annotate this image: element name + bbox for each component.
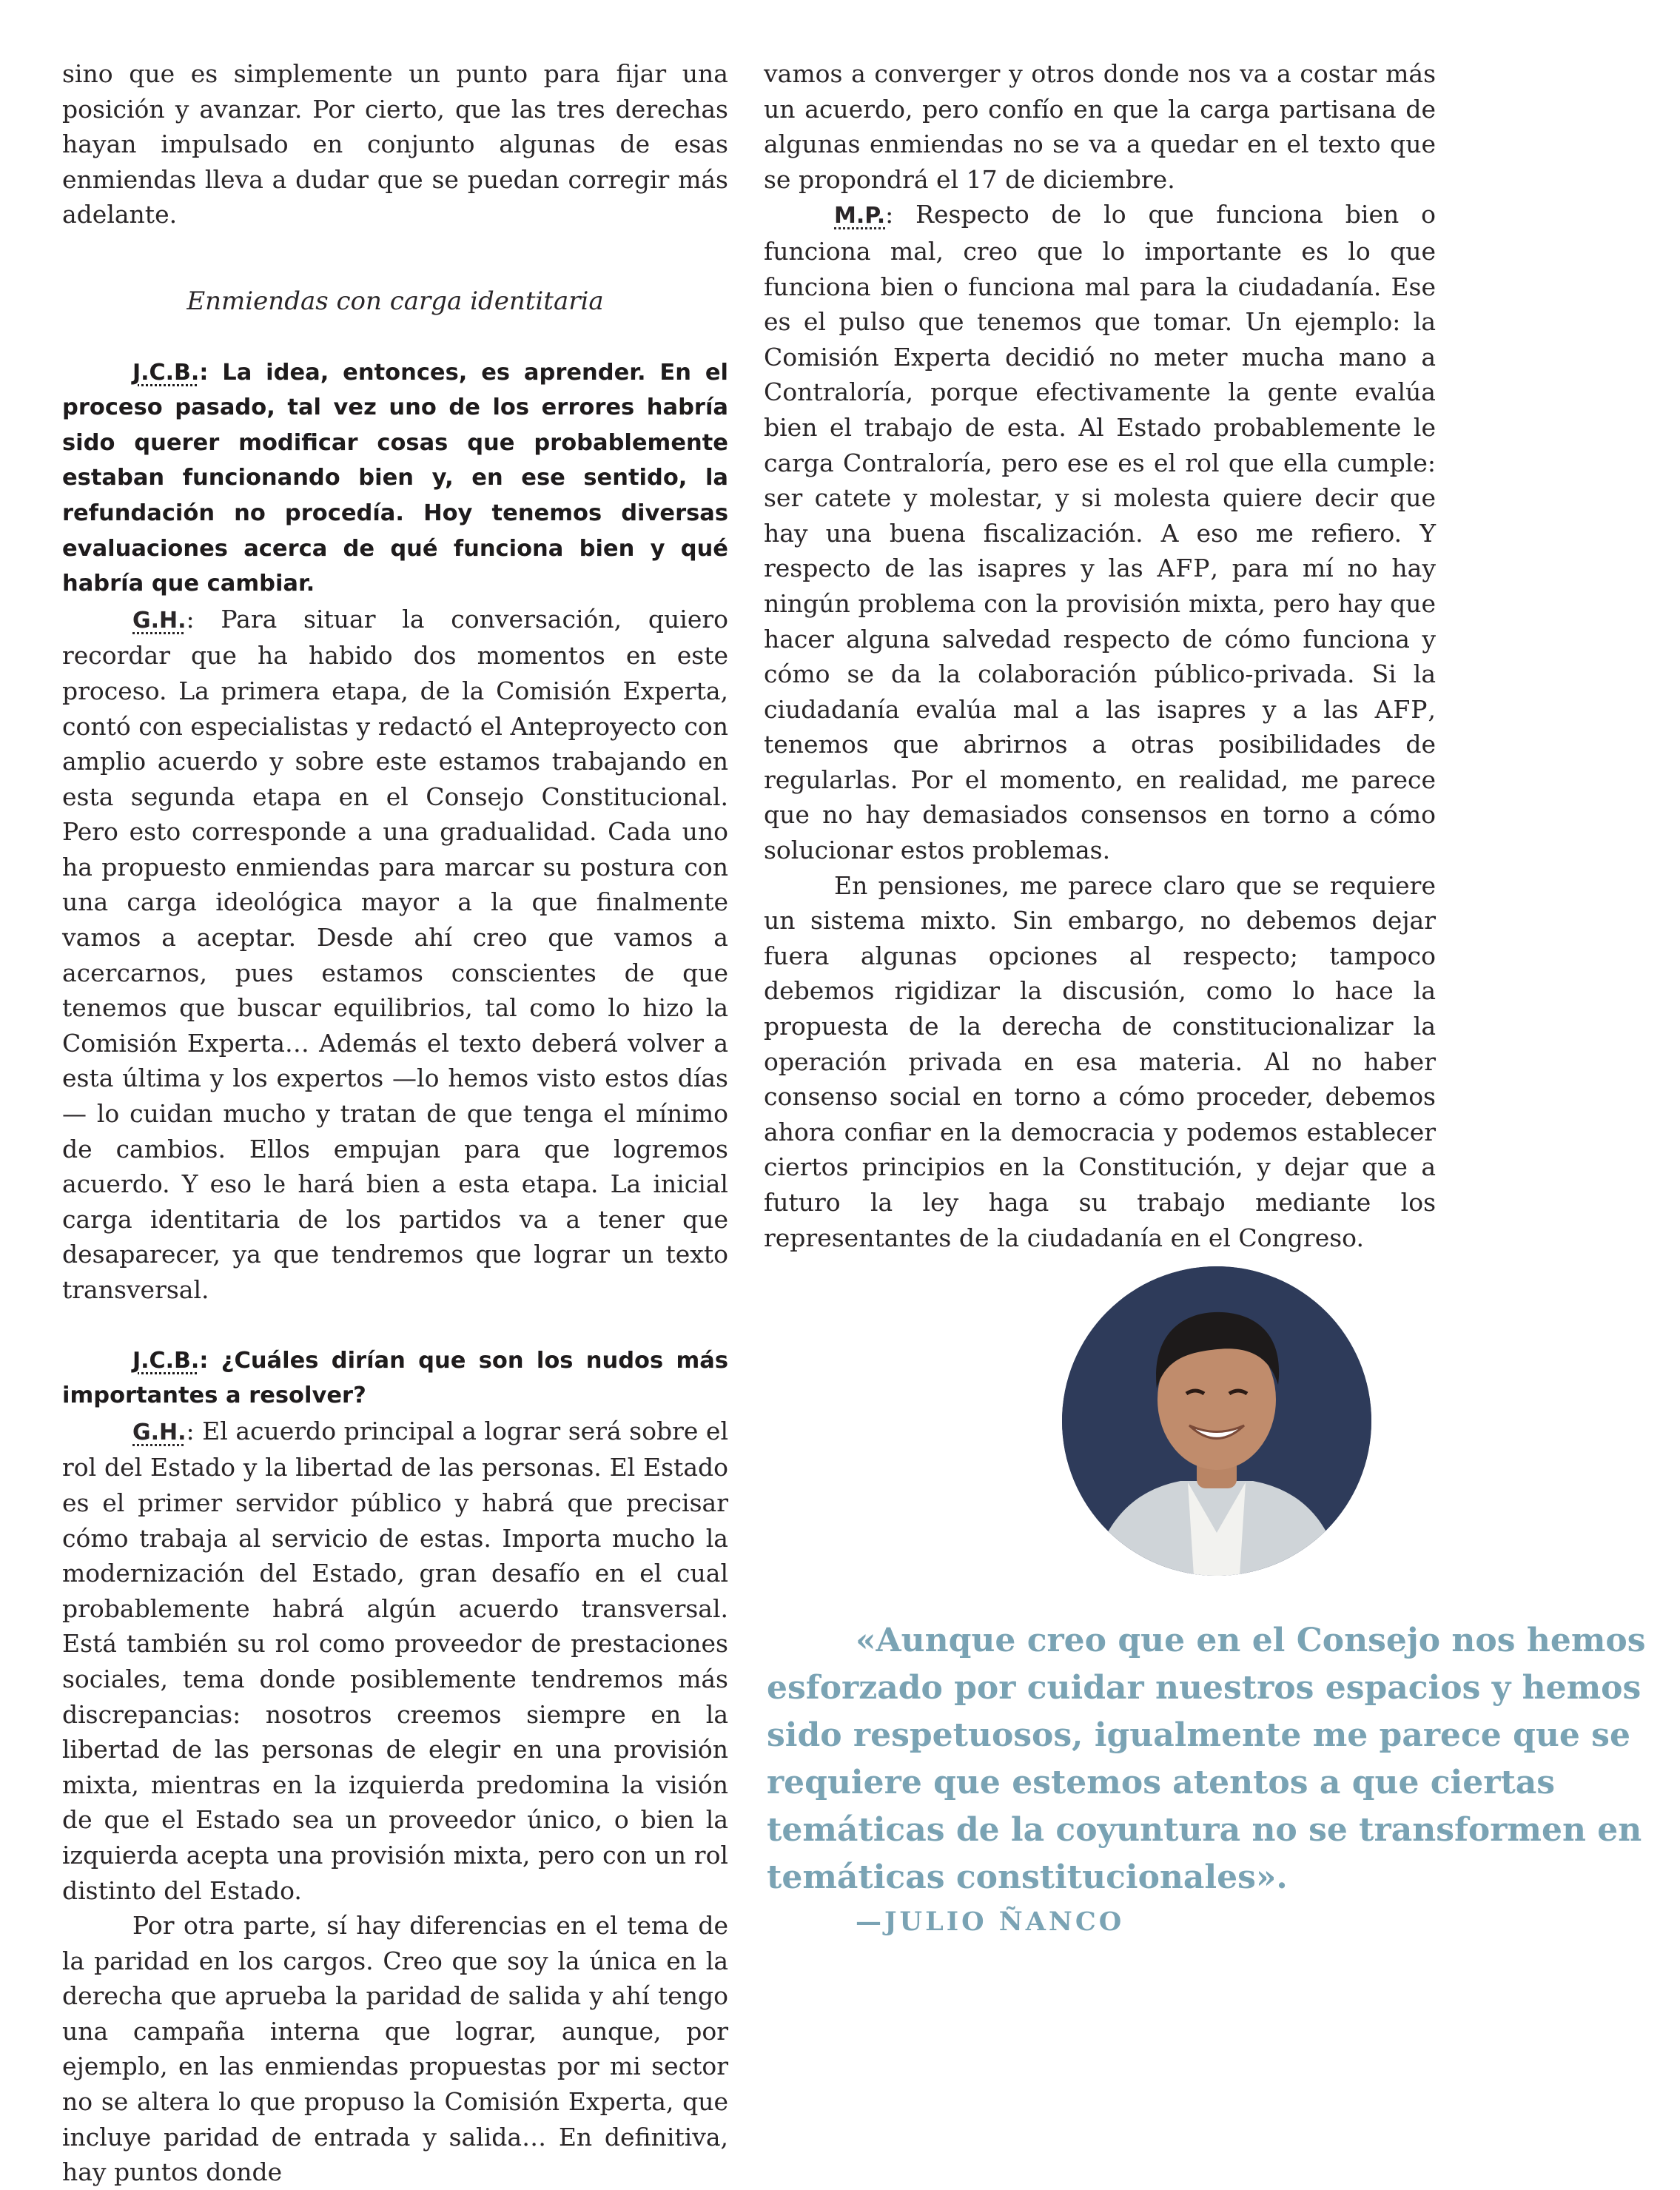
paragraph: En pensiones, me parece claro que se requiere un sistema mixto. Sin embargo, no debemos dejar fuera algunas opciones al respecto; tampoco debemos rigidizar la discusión, como lo hace la propuesta de la derecha de constitucionalizar la operación privada en esa materia. Al no haber consenso social en torno a cómo proceder, debemos ahora confiar en la democracia y podemos establecer ciertos principios en la Constitución, y dejar que a futuro la ley haga su trabajo mediante los representantes de la ciudadanía en el Congreso.	[764, 870, 1436, 1252]
right-column	[764, 56, 1436, 1255]
speaker-label: M.P.	[834, 203, 886, 229]
acronym: AFP	[1157, 554, 1211, 583]
speaker-label: J.C.B.	[132, 1347, 200, 1374]
answer-paragraph	[62, 1414, 728, 1908]
speaker-label: J.C.B.	[132, 359, 200, 386]
answer-text: : Respecto de lo que funciona bien o funciona mal, creo que lo importante es lo que funciona bien o funciona mal para la ciudadanía. Ese es el pulso que tenemos que tomar. Un ejemplo: la Comisión Experta decidió no meter mucha mano a Contraloría, porque efectivamente la gente evalúa bien el trabajo de esta. Al Estado probablemente le carga Contraloría, pero ese es el rol que ella cumple: ser catete y molestar, y si molesta quiere decir que hay una buena fiscalización. A eso me refiero. Y respecto de las isapres y las	[764, 200, 1436, 583]
section-subhead: Enmiendas con carga identitaria	[187, 286, 604, 316]
acronym: AFP	[1374, 694, 1428, 724]
paragraph: sino que es simplemente un punto para fijar una posición y avanzar. Por cierto, que las tres derechas hayan impulsado en conjunto algunas de esas enmiendas lleva a dudar que se puedan corregir más adelante.	[62, 59, 728, 229]
answer-paragraph	[764, 197, 1436, 867]
interviewer-question	[62, 1343, 728, 1414]
question-text: : ¿Cuáles dirían que son los nudos más importantes a resolver?	[62, 1347, 728, 1409]
paragraph: Por otra parte, sí hay diferencias en el tema de la paridad en los cargos. Creo que soy la única en la derecha que aprueba la paridad de salida y ahí tengo una campaña interna que lograr, aunque, por ejemplo, en las enmiendas propuestas por mi sector no se altera lo que propuso la Comisión Experta, que incluye paridad de entrada y salida… En definitiva, hay puntos donde	[62, 1911, 728, 2187]
portrait-photo	[1062, 1266, 1371, 1576]
answer-text: : El acuerdo principal a lograr será sobre el rol del Estado y la libertad de las personas. El Estado es el primer servidor público y habrá que precisar cómo trabaja al servicio de estas. Importa mucho la modernización del Estado, gran desafío en el cual probablemente habrá algún acuerdo transversal. Está también su rol como proveedor de prestaciones sociales, tema donde posiblemente tendremos más discrepancias: nosotros creemos siempre en la libertad de las personas de elegir en una provisión mixta, mientras en la izquierda predomina la visión de que el Estado sea un proveedor único, o bien la izquierda acepta una provisión mixta, pero con un rol distinto del Estado.	[62, 1416, 728, 1905]
left-column	[62, 56, 728, 2190]
speaker-label: G.H.	[132, 607, 187, 634]
speaker-label: G.H.	[132, 1419, 187, 1445]
question-text: : La idea, entonces, es aprender. En el proceso pasado, tal vez uno de los errores habría sido querer modificar cosas que probablemente estaban funcionando bien y, en ese sentido, la refundación no procedía. Hoy tenemos diversas evaluaciones acerca de qué funciona bien y qué habría que cambiar.	[62, 359, 728, 597]
portrait-illustration	[1062, 1266, 1371, 1576]
answer-text: , tenemos que abrirnos a otras posibilidades de regularlas. Por el momento, en realidad, me parece que no hay demasiados consensos en torno a cómo solucionar estos problemas.	[764, 694, 1436, 865]
pull-quote-attribution: —JULIO ÑANCO	[856, 1907, 1125, 1937]
pull-quote	[767, 1617, 1655, 1901]
answer-text: : Para situar la conversación, quiero recordar que ha habido dos momentos en este proceso. La primera etapa, de la Comisión Experta, contó con especialistas y redactó el Anteproyecto con amplio acuerdo y sobre este estamos trabajando en esta segunda etapa en el Consejo Constitucional. Pero esto corresponde a una gradualidad. Cada uno ha propuesto enmiendas para marcar su postura con una carga ideológica mayor a la que finalmente vamos a aceptar. Desde ahí creo que vamos a acercarnos, pues estamos conscientes de que tenemos que buscar equilibrios, tal como lo hizo la Comisión Experta… Además el texto deberá volver a esta última y los expertos —lo hemos visto estos días— lo cuidan mucho y tratan de que tenga el mínimo de cambios. Ellos empujan para que logremos acuerdo. Y eso le hará bien a esta etapa. La inicial carga identitaria de los partidos va a tener que desaparecer, ya que tendremos que lograr un texto transversal.	[62, 604, 728, 1304]
interviewer-question	[62, 355, 728, 602]
answer-paragraph	[62, 602, 728, 1308]
paragraph: vamos a converger y otros donde nos va a costar más un acuerdo, pero confío en que la carga partisana de algunas enmiendas no se va a quedar en el texto que se propondrá el 17 de diciembre.	[764, 59, 1436, 194]
answer-text: , para mí no hay ningún problema con la provisión mixta, pero hay que hacer alguna salvedad respecto de cómo funciona y cómo se da la colaboración público-privada. Si la ciudadanía evalúa mal a las isapres y a las	[764, 554, 1436, 724]
pull-quote-text: «Aunque creo que en el Consejo nos hemos esforzado por cuidar nuestros espacios y hemos sido respetuosos, igualmente me parece que se requiere que estemos atentos a que ciertas temáticas de la coyuntura no se transformen en temáticas constitucionales».	[767, 1622, 1646, 1896]
